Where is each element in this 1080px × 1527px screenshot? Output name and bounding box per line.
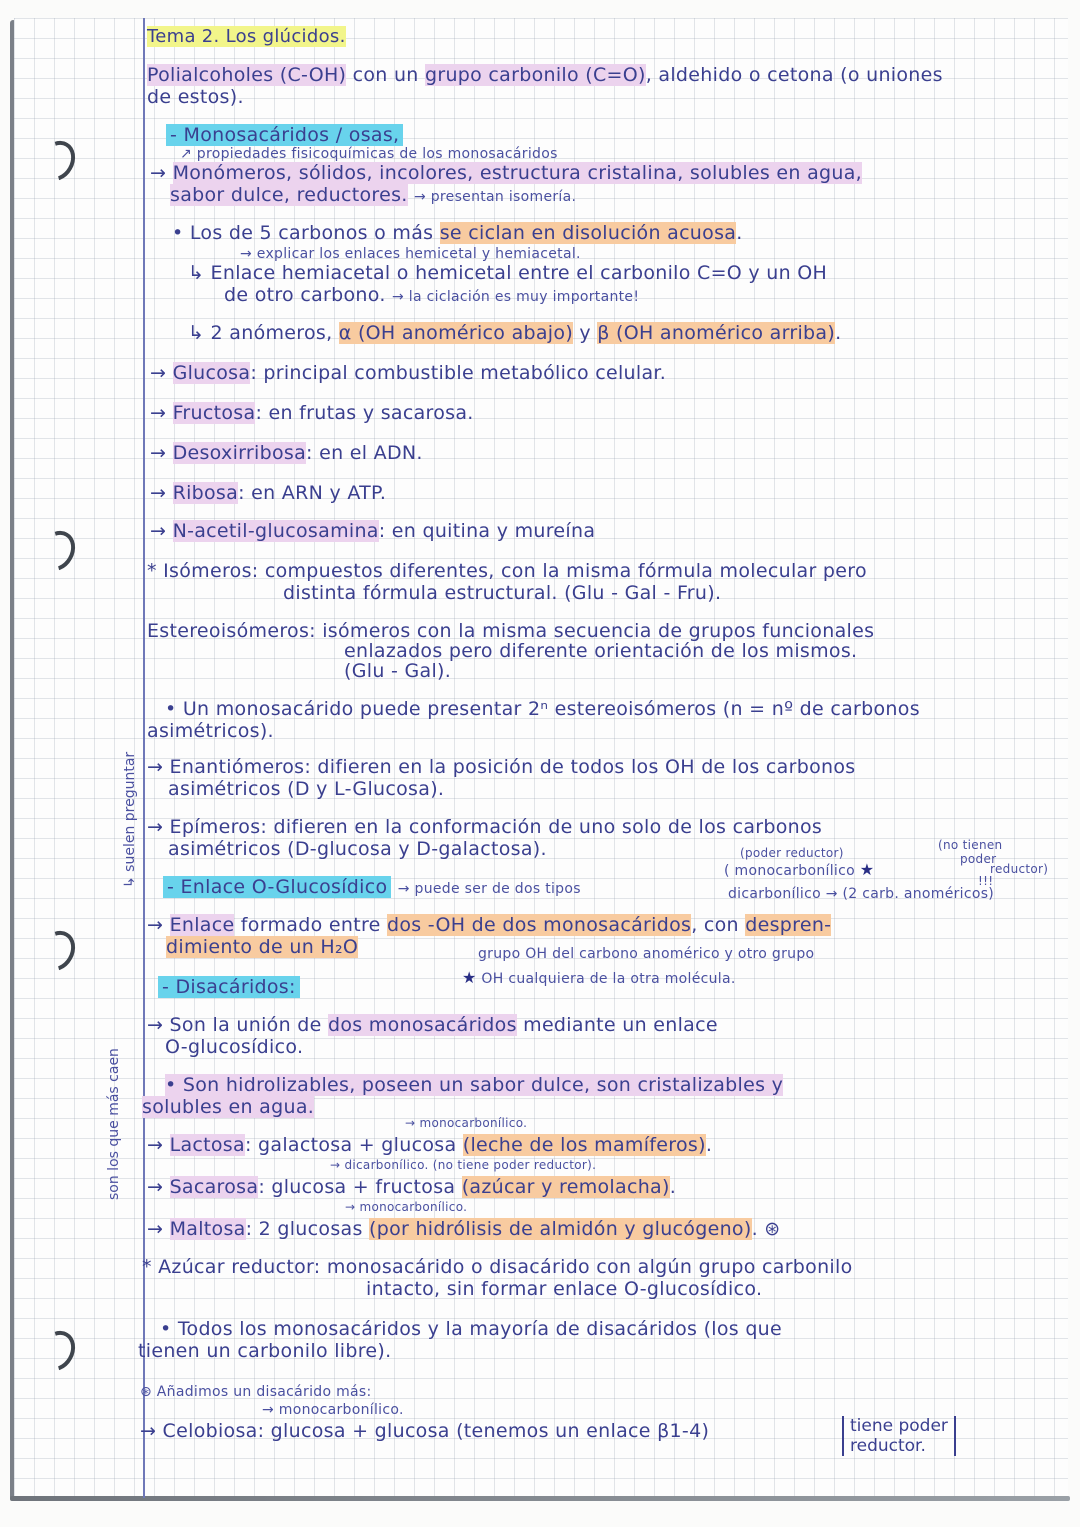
annotation	[462, 970, 736, 987]
text: : en quitina y mureína	[378, 520, 596, 542]
source-highlight: (por hidrólisis de almidón y glucógeno)	[369, 1218, 752, 1240]
text: , con	[691, 914, 746, 936]
text: .	[835, 322, 842, 344]
annotation: → monocarbonílico.	[262, 1402, 404, 1418]
todos-line-1: • Todos los monosacáridos y la mayoría de disacáridos (los que	[160, 1318, 783, 1340]
h2o-highlight: dimiento de un H₂O	[166, 936, 359, 958]
stereo-count-line-2: asimétricos).	[147, 720, 274, 742]
text: : en frutas y sacarosa.	[255, 402, 474, 424]
disacaridos-union-line-1	[147, 1014, 718, 1036]
disacaridos-union-line-2: O-glucosídico.	[165, 1036, 304, 1058]
section-heading-enlace	[163, 876, 581, 898]
text: reductor.	[850, 1436, 926, 1456]
example-desoxirribosa: → Desoxirribosa: en el ADN.	[150, 442, 423, 464]
text: monocarbonílico	[734, 863, 855, 879]
dicarbonilico-branch: dicarbonílico → (2 carb. anoméricos)	[728, 886, 995, 902]
text: compuestos diferentes, con la misma fórmula molecular pero	[258, 560, 867, 582]
enlace-line-1: ↳ Enlace hemiacetal o hemicetal entre el carbonilo C=O y un OH	[188, 262, 828, 284]
annotation: → dicarbonílico. (no tiene poder reductor).	[330, 1158, 597, 1172]
disaccharide-celobiosa: → Celobiosa: glucosa + glucosa (tenemos un enlace β1-4)	[140, 1420, 710, 1442]
term: Estereoisómeros:	[147, 620, 316, 642]
text: isómeros con la misma secuencia de grupos funcionales	[315, 620, 875, 642]
text: .	[705, 1134, 713, 1156]
text: .	[736, 222, 743, 244]
disaccharide-maltosa: → Maltosa: 2 glucosas (por hidrólisis de almidón y glucógeno). ⊛	[147, 1218, 781, 1240]
props-line-2	[170, 184, 576, 206]
term: Lactosa	[169, 1134, 245, 1156]
isomeros-line-1	[147, 560, 867, 582]
text: solubles en agua.	[142, 1096, 315, 1118]
term: Fructosa	[172, 402, 256, 424]
stereo-count-line-1: • Un monosacárido puede presentar 2ⁿ estereoisómeros (n = nº de carbonos	[165, 698, 920, 720]
annotation: reductor)	[990, 862, 1049, 876]
term: Glucosa	[172, 362, 251, 384]
annotation: poder	[960, 852, 997, 866]
text: sabor dulce, reductores.	[170, 184, 408, 206]
disacaridos-props-line-2	[142, 1096, 314, 1118]
annotation: → puede ser de dos tipos	[397, 881, 581, 897]
term: Maltosa	[169, 1218, 246, 1240]
source-highlight: (azúcar y remolacha)	[461, 1176, 670, 1198]
text: con un	[346, 64, 425, 86]
monocarbonilico-branch: ( monocarbonílico ★	[724, 860, 875, 879]
annotation: !!!	[978, 874, 994, 888]
text: formado entre	[234, 914, 387, 936]
annotation: → explicar los enlaces hemicetal y hemiacetal.	[240, 246, 581, 262]
boxed-note-poder-reductor	[842, 1416, 956, 1456]
azucar-reductor-line-1: * Azúcar reductor: monosacárido o disacárido con algún grupo carbonilo	[142, 1256, 853, 1278]
text: : 2 glucosas	[245, 1218, 369, 1240]
text: : galactosa + glucosa	[244, 1134, 463, 1156]
annotation: ↗ propiedades fisicoquímicas de los monosacáridos	[180, 146, 558, 162]
annotation: grupo OH del carbono anomérico y otro grupo	[478, 946, 815, 962]
text: ↳ 2 anómeros,	[188, 322, 339, 344]
enlace-def-line-1	[147, 914, 831, 936]
text: Monómeros, sólidos, incolores, estructura cristalina, solubles en agua,	[172, 162, 863, 184]
estereoisomeros-line-3: (Glu - Gal).	[344, 660, 452, 682]
page-bottom-edge	[10, 1496, 1070, 1501]
star-icon: ★	[462, 968, 477, 987]
text: .	[669, 1176, 677, 1198]
margin-note-son-los-que-mas-caen: son los que más caen	[106, 1048, 122, 1200]
text: mediante un enlace	[516, 1014, 718, 1036]
enlace-def-line-2	[166, 936, 358, 958]
estereoisomeros-line-1	[147, 620, 874, 642]
text: : en el ADN.	[306, 442, 423, 464]
source-highlight: (leche de los mamíferos)	[462, 1134, 706, 1156]
example-fructosa: → Fructosa: en frutas y sacarosa.	[150, 402, 474, 424]
term: Sacarosa	[169, 1176, 259, 1198]
enantiomeros-line-1: → Enantiómeros: difieren en la posición de todos los OH de los carbonos	[147, 756, 856, 778]
term: dos monosacáridos	[327, 1014, 517, 1036]
beta-highlight: β (OH anomérico arriba)	[597, 322, 836, 344]
text: • Los de 5 carbonos o más	[172, 222, 440, 244]
text: →	[147, 914, 170, 936]
alpha-highlight: α (OH anomérico abajo)	[338, 322, 574, 344]
term: * Isómeros:	[147, 560, 259, 582]
carbonilo-highlight: grupo carbonilo (C=O)	[424, 64, 646, 86]
heading-text: - Enlace O-Glucosídico	[163, 876, 391, 898]
isomeros-line-2: distinta fórmula estructural. (Glu - Gal - Fru).	[283, 582, 722, 604]
example-ribosa: → Ribosa: en ARN y ATP.	[150, 482, 387, 504]
example-n-acetil-glucosamina: → N-acetil-glucosamina: en quitina y mureína	[150, 520, 596, 542]
text: tiene poder	[850, 1416, 948, 1436]
oh-highlight: dos -OH de dos monosacáridos	[386, 914, 692, 936]
term: Enlace	[169, 914, 235, 936]
enlace-line-2	[224, 284, 639, 306]
todos-line-2: tienen un carbonilo libre).	[138, 1340, 392, 1362]
annotation: → la ciclación es muy importante!	[392, 289, 640, 305]
intro-line-2: de estos).	[147, 86, 244, 108]
disaccharide-sacarosa: → Sacarosa: glucosa + fructosa (azúcar y remolacha).	[147, 1176, 677, 1198]
example-glucosa: → Glucosa: principal combustible metabólico celular.	[150, 362, 667, 384]
annotation: → monocarbonílico.	[405, 1116, 528, 1130]
text: y	[573, 322, 598, 344]
term: Ribosa	[172, 482, 239, 504]
text: , aldehido o cetona (o uniones	[645, 64, 943, 86]
term: Desoxirribosa	[172, 442, 307, 464]
estereoisomeros-line-2: enlazados pero diferente orientación de los mismos.	[344, 640, 858, 662]
margin-note-suelen-preguntar: ↳ suelen preguntar	[122, 751, 138, 888]
props-line-1: → Monómeros, sólidos, incolores, estructura cristalina, solubles en agua,	[150, 162, 863, 184]
celobiosa-intro: ⊛ Añadimos un disacárido más:	[140, 1384, 372, 1400]
text: : en ARN y ATP.	[238, 482, 387, 504]
polialcoholes-highlight: Polialcoholes (C-OH)	[147, 64, 347, 86]
annotation: → presentan isomería.	[413, 189, 577, 205]
enantiomeros-line-2: asimétricos (D y L-Glucosa).	[168, 778, 445, 800]
disacaridos-props-line-1	[165, 1074, 783, 1096]
text: . ⊛	[751, 1218, 781, 1240]
anomeros-line	[188, 322, 841, 344]
text: propiedades fisicoquímicas de los monosacáridos	[196, 146, 558, 162]
epimeros-line-1: → Epímeros: difieren en la conformación de uno solo de los carbonos	[147, 816, 823, 838]
epimeros-line-2: asimétricos (D-glucosa y D-galactosa).	[168, 838, 547, 860]
ciclan-line	[172, 222, 743, 244]
text: explicar los enlaces hemicetal y hemiacetal.	[256, 246, 581, 262]
text: → Son la unión de	[147, 1014, 328, 1036]
text: OH cualquiera de la otra molécula.	[481, 971, 736, 987]
desprendimiento-highlight: despren-	[745, 914, 832, 936]
disaccharide-lactosa: → Lactosa: galactosa + glucosa (leche de los mamíferos).	[147, 1134, 713, 1156]
ciclan-highlight: se ciclan en disolución acuosa	[439, 222, 737, 244]
star-icon: ★	[859, 860, 875, 879]
intro-line-1	[147, 64, 943, 86]
section-heading-monosacaridos	[166, 124, 403, 146]
text: : principal combustible metabólico celular.	[250, 362, 667, 384]
azucar-reductor-line-2: intacto, sin formar enlace O-glucosídico.	[366, 1278, 763, 1300]
text: : glucosa + fructosa	[258, 1176, 462, 1198]
text: • Son hidrolizables, poseen un sabor dulce, son cristalizables y	[165, 1074, 784, 1096]
title-text: Tema 2. Los glúcidos.	[147, 26, 346, 47]
heading-text: - Disacáridos:	[158, 976, 300, 998]
annotation: (poder reductor)	[740, 846, 844, 860]
text: de otro carbono.	[224, 284, 386, 306]
annotation: (no tienen	[938, 838, 1003, 852]
section-heading-disacaridos	[158, 976, 300, 998]
term: N-acetil-glucosamina	[172, 520, 379, 542]
heading-text: - Monosacáridos / osas,	[166, 124, 403, 146]
annotation: → monocarbonílico.	[345, 1200, 468, 1214]
page-title	[147, 26, 346, 48]
